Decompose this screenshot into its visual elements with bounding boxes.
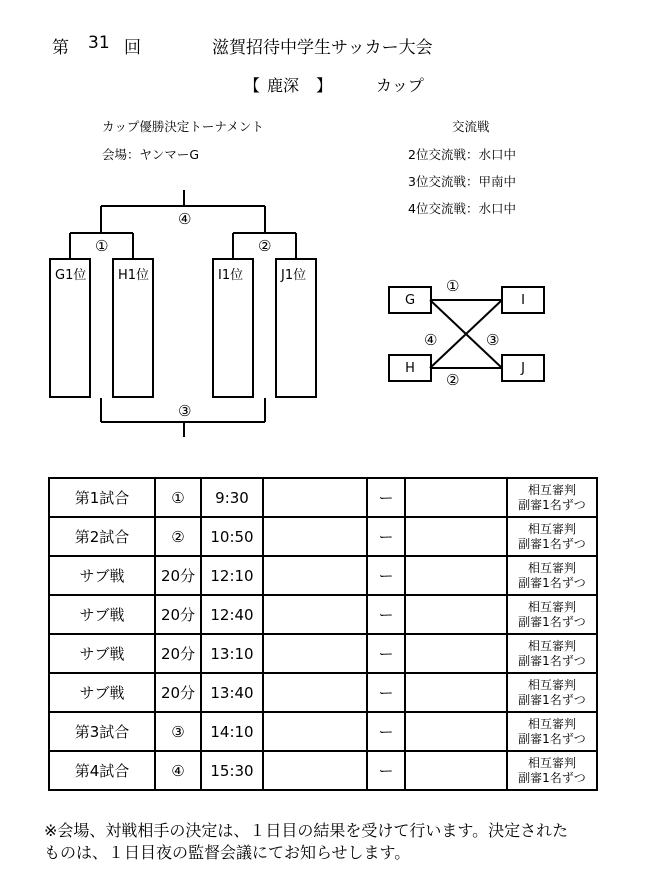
referee-line-1: 相互審判 [527, 638, 576, 653]
referee-line-1: 相互審判 [527, 521, 576, 536]
referee-line-1: 相互審判 [527, 677, 576, 692]
cup-bracket-close: 】 [316, 76, 333, 95]
team-right [405, 673, 507, 712]
exchange-box-g: G [388, 286, 432, 314]
edition-prefix: 第 [52, 38, 69, 58]
match-time: 12:10 [201, 556, 263, 595]
schedule-row [49, 634, 597, 673]
edition-number: 31 [88, 33, 110, 53]
team-left [263, 478, 367, 517]
exchange-mark-1: ① [446, 277, 460, 295]
team-right [405, 595, 507, 634]
match-mark: 20分 [155, 595, 201, 634]
cup-group: 鹿深 [267, 76, 300, 95]
footnote [44, 820, 644, 864]
tournament-title: カップ優勝決定トーナメント [102, 119, 264, 134]
exchange-mark-3: ③ [486, 331, 500, 349]
team-right [405, 478, 507, 517]
match-mark: ② [155, 517, 201, 556]
team-right [405, 712, 507, 751]
team-right [405, 634, 507, 673]
match-mark: ③ [155, 712, 201, 751]
tournament-venue: 会場：ヤンマーG [102, 147, 200, 162]
match-mark: ④ [155, 751, 201, 790]
referee-line-1: 相互審判 [527, 716, 576, 731]
team-right [405, 556, 507, 595]
match-name: サブ戦 [49, 595, 155, 634]
match-time: 13:10 [201, 634, 263, 673]
slot-h1: H1位 [112, 258, 154, 398]
match-name: 第1試合 [49, 478, 155, 517]
exchange-line: 3位交流戦：甲南中 [408, 174, 516, 189]
versus-dash: ー [367, 751, 405, 790]
footnote-line-2: ものは、１日目夜の監督会議にてお知らせします。 [44, 843, 411, 862]
exchange-title: 交流戦 [452, 119, 490, 134]
team-left [263, 673, 367, 712]
bracket-match-3-mark: ③ [178, 402, 192, 420]
team-left [263, 634, 367, 673]
schedule-row [49, 712, 597, 751]
bracket-match-4-mark: ④ [178, 210, 192, 228]
referee-note [507, 751, 597, 790]
schedule-row [49, 673, 597, 712]
referee-note [507, 478, 597, 517]
team-left [263, 712, 367, 751]
referee-note [507, 712, 597, 751]
schedule-row [49, 478, 597, 517]
slot-i1: I1位 [212, 258, 254, 398]
referee-line-2: 副審1名ずつ [518, 497, 586, 512]
team-right [405, 751, 507, 790]
referee-line-2: 副審1名ずつ [518, 575, 586, 590]
team-left [263, 751, 367, 790]
match-mark: ① [155, 478, 201, 517]
referee-line-2: 副審1名ずつ [518, 692, 586, 707]
edition-suffix: 回 [124, 38, 141, 58]
bracket-match-1-mark: ① [95, 237, 109, 255]
match-time: 15:30 [201, 751, 263, 790]
versus-dash: ー [367, 673, 405, 712]
referee-note [507, 517, 597, 556]
exchange-box-j: J [501, 354, 545, 382]
team-left [263, 517, 367, 556]
referee-line-2: 副審1名ずつ [518, 614, 586, 629]
match-name: 第3試合 [49, 712, 155, 751]
referee-line-1: 相互審判 [527, 599, 576, 614]
team-right [405, 517, 507, 556]
referee-line-2: 副審1名ずつ [518, 731, 586, 746]
tournament-name: 滋賀招待中学生サッカー大会 [212, 38, 433, 58]
footnote-line-1: ※会場、対戦相手の決定は、１日目の結果を受けて行います。決定された [44, 821, 569, 840]
team-left [263, 595, 367, 634]
referee-line-1: 相互審判 [527, 560, 576, 575]
team-left [263, 556, 367, 595]
versus-dash: ー [367, 595, 405, 634]
referee-note [507, 556, 597, 595]
match-mark: 20分 [155, 634, 201, 673]
match-time: 9:30 [201, 478, 263, 517]
schedule-row [49, 556, 597, 595]
match-time: 14:10 [201, 712, 263, 751]
schedule-row [49, 517, 597, 556]
match-time: 13:40 [201, 673, 263, 712]
bracket-match-2-mark: ② [258, 237, 272, 255]
versus-dash: ー [367, 556, 405, 595]
exchange-mark-4: ④ [424, 331, 438, 349]
referee-note [507, 634, 597, 673]
schedule-row [49, 751, 597, 790]
match-name: サブ戦 [49, 556, 155, 595]
cup-label: カップ [376, 76, 424, 95]
match-time: 12:40 [201, 595, 263, 634]
exchange-line: 2位交流戦：水口中 [408, 147, 516, 162]
referee-line-2: 副審1名ずつ [518, 653, 586, 668]
referee-note [507, 673, 597, 712]
match-name: 第2試合 [49, 517, 155, 556]
exchange-mark-2: ② [446, 371, 460, 389]
slot-j1: J1位 [275, 258, 317, 398]
referee-line-2: 副審1名ずつ [518, 770, 586, 785]
match-name: サブ戦 [49, 673, 155, 712]
exchange-box-h: H [388, 354, 432, 382]
schedule-row [49, 595, 597, 634]
referee-line-1: 相互審判 [527, 482, 576, 497]
exchange-line: 4位交流戦：水口中 [408, 201, 516, 216]
referee-note [507, 595, 597, 634]
match-mark: 20分 [155, 556, 201, 595]
versus-dash: ー [367, 517, 405, 556]
match-name: 第4試合 [49, 751, 155, 790]
schedule-table [48, 477, 598, 791]
versus-dash: ー [367, 478, 405, 517]
referee-line-2: 副審1名ずつ [518, 536, 586, 551]
match-time: 10:50 [201, 517, 263, 556]
slot-g1: G1位 [49, 258, 91, 398]
cup-bracket-open: 【 [244, 76, 261, 95]
match-name: サブ戦 [49, 634, 155, 673]
referee-line-1: 相互審判 [527, 755, 576, 770]
versus-dash: ー [367, 712, 405, 751]
exchange-box-i: I [501, 286, 545, 314]
versus-dash: ー [367, 634, 405, 673]
match-mark: 20分 [155, 673, 201, 712]
